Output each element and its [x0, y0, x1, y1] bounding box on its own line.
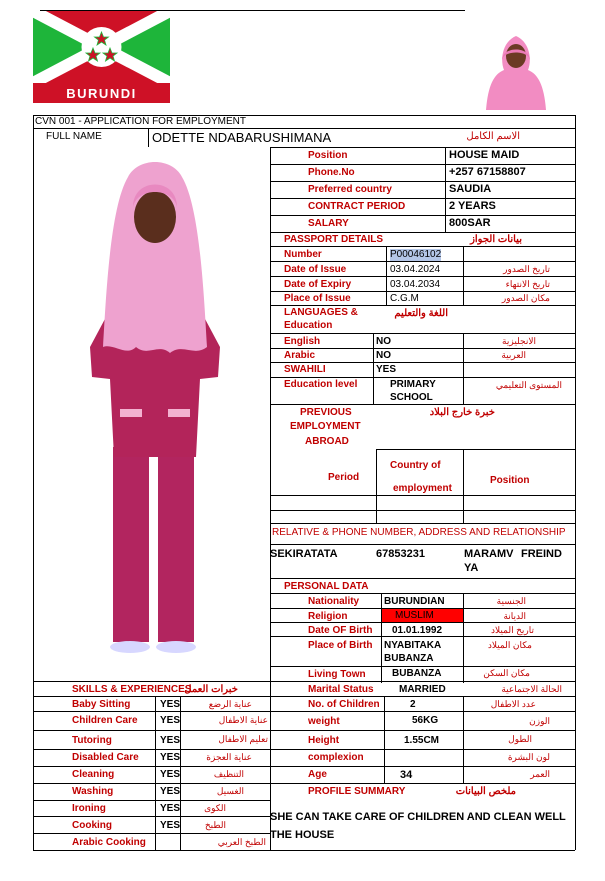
personal-title: PERSONAL DATA	[284, 581, 369, 592]
passport-number-value: P00046102	[390, 249, 442, 260]
skill-baby-sitting-ar: عناية الرضع	[208, 699, 252, 709]
languages-title: LANGUAGES &	[284, 307, 358, 318]
skill-washing-value: YES	[160, 786, 181, 797]
prev-employment-title-ar: خبرة خارج البلاد	[429, 407, 495, 418]
height-ar: الطول	[508, 734, 532, 744]
prev-employment-title-2: EMPLOYMENT	[290, 421, 361, 432]
relative-name: SEKIRATATA	[270, 548, 338, 560]
children-value: 2	[410, 699, 416, 710]
english-label: English	[284, 336, 321, 347]
arabic-value: NO	[376, 350, 391, 361]
preferred-country-label: Preferred country	[308, 184, 392, 195]
skill-cooking-label: Cooking	[72, 820, 112, 831]
skill-children-care-value: YES	[160, 715, 181, 726]
skill-cooking-value: YES	[160, 820, 181, 831]
skills-title: SKILLS & EXPERIENCES	[72, 684, 192, 695]
profile-summary-text-2: THE HOUSE	[270, 829, 335, 841]
place-of-issue-value: C.G.M	[390, 293, 419, 304]
skill-children-care-label: Children Care	[72, 715, 138, 726]
skill-ironing-value: YES	[160, 803, 181, 814]
skill-children-care-ar: عناية الاطفال	[218, 715, 268, 725]
weight-value: 56KG	[412, 715, 439, 726]
education-level-label: Education level	[284, 379, 358, 390]
swahili-label: SWAHILI	[284, 364, 326, 375]
place-of-issue-label: Place of Issue	[284, 293, 351, 304]
living-town-label: Living Town	[308, 669, 366, 680]
position-value: HOUSE MAID	[449, 149, 520, 161]
religion-ar: الديانة	[503, 611, 526, 621]
skill-disabled-care-label: Disabled Care	[72, 752, 139, 763]
arabic-label: Arabic	[284, 350, 316, 361]
skill-arabic-cooking-ar: الطبخ العربي	[217, 837, 266, 847]
languages-title-ar: اللغة والتعليم	[394, 308, 448, 319]
relative-relation: FREIND	[521, 548, 562, 560]
age-ar: العمر	[530, 769, 550, 779]
skill-cleaning-ar: التنظيف	[213, 769, 244, 779]
skill-tutoring-label: Tutoring	[72, 735, 112, 746]
skill-cleaning-label: Cleaning	[72, 769, 115, 780]
skill-tutoring-ar: تعليم الاطفال	[218, 734, 268, 744]
dob-ar: تاريخ الميلاد	[491, 625, 534, 635]
english-value: NO	[376, 336, 391, 347]
skill-disabled-care-ar: عناية العجزة	[206, 752, 252, 762]
living-town-value: BUBANZA	[392, 668, 442, 679]
weight-ar: الوزن	[529, 716, 550, 726]
applicant-photo-small	[480, 30, 552, 110]
arabic-ar: العربية	[501, 350, 526, 360]
dob-value: 01.01.1992	[392, 625, 443, 636]
col-country-2: employment	[393, 483, 452, 494]
skill-washing-ar: الغسيل	[216, 786, 244, 796]
skill-cleaning-value: YES	[160, 769, 181, 780]
skill-ironing-ar: الكوى	[204, 803, 226, 813]
height-value: 1.55CM	[404, 735, 440, 746]
date-of-expiry-value: 03.04.2034	[390, 279, 441, 290]
complexion-label: complexion	[308, 752, 364, 763]
relative-address-2: YA	[464, 562, 479, 574]
relative-title: RELATIVE & PHONE NUMBER, ADDRESS AND RELATIONSHIP	[272, 527, 566, 538]
date-of-expiry-ar: تاريخ الانتهاء	[505, 279, 550, 289]
full-name-ar: الاسم الكامل	[466, 131, 520, 142]
nationality-value: BURUNDIAN	[384, 596, 445, 607]
nationality-ar: الجنسية	[496, 596, 526, 606]
skills-title-ar: خبرات العمل	[184, 684, 238, 695]
salary-value: 800SAR	[449, 217, 491, 229]
relative-address-1: MARAMV	[464, 548, 514, 560]
pob-label: Place of Birth	[308, 640, 373, 651]
religion-value: MUSLIM	[395, 610, 434, 621]
education-level-ar: المستوى التعليمي	[495, 380, 562, 390]
swahili-value: YES	[376, 364, 397, 375]
skill-washing-label: Washing	[72, 786, 114, 797]
contract-period-label: CONTRACT PERIOD	[308, 201, 406, 212]
contract-period-value: 2 YEARS	[449, 200, 496, 212]
phone-label: Phone.No	[308, 167, 355, 178]
relative-phone: 67853231	[376, 548, 425, 560]
weight-label: weight	[308, 716, 340, 727]
salary-label: SALARY	[308, 218, 349, 229]
children-ar: عدد الاطفال	[490, 699, 536, 709]
religion-label: Religion	[308, 611, 348, 622]
applicant-photo-full	[88, 147, 222, 657]
top-rule	[40, 10, 465, 11]
col-country-1: Country of	[390, 460, 441, 471]
skill-baby-sitting-value: YES	[160, 699, 181, 710]
date-of-expiry-label: Date of Expiry	[284, 279, 352, 290]
marital-status-label: Marital Status	[308, 684, 374, 695]
phone-value: +257 67158807	[449, 166, 526, 178]
col-period: Period	[328, 472, 360, 483]
skill-tutoring-value: YES	[160, 735, 181, 746]
age-label: Age	[308, 769, 327, 780]
marital-status-ar: الحالة الاجتماعية	[501, 684, 562, 694]
living-town-ar: مكان السكن	[483, 668, 530, 678]
position-label: Position	[308, 150, 348, 161]
date-of-issue-ar: تاريخ الصدور	[503, 264, 550, 274]
col-position: Position	[490, 475, 530, 486]
height-label: Height	[308, 735, 340, 746]
passport-title-ar: بيانات الجواز	[470, 234, 522, 245]
age-value: 34	[400, 769, 413, 781]
education-title: Education	[284, 320, 333, 331]
full-name-value: ODETTE NDABARUSHIMANA	[152, 130, 332, 145]
profile-summary-ar: ملخص البيانات	[455, 786, 516, 797]
passport-number-label: Number	[284, 249, 322, 260]
prev-employment-title-1: PREVIOUS	[300, 407, 352, 418]
burundi-flag	[33, 11, 170, 103]
nationality-label: Nationality	[308, 596, 360, 607]
skill-arabic-cooking-label: Arabic Cooking	[72, 837, 146, 848]
place-of-issue-ar: مكان الصدور	[501, 293, 550, 303]
passport-title: PASSPORT DETAILS	[284, 234, 384, 245]
skill-disabled-care-value: YES	[160, 752, 181, 763]
skill-cooking-ar: الطبخ	[204, 820, 226, 830]
prev-employment-title-3: ABROAD	[305, 436, 349, 447]
date-of-issue-label: Date of Issue	[284, 264, 347, 275]
complexion-ar: لون البشرة	[507, 752, 550, 762]
flag-country-label: BURUNDI	[66, 86, 137, 101]
pob-value-1: NYABITAKA	[384, 640, 442, 651]
children-label: No. of Children	[308, 699, 380, 710]
education-level-value-1: PRIMARY	[390, 379, 436, 390]
date-of-issue-value: 03.04.2024	[390, 264, 441, 275]
english-ar: الانجليزية	[502, 336, 536, 346]
form-title: CVN 001 - APPLICATION FOR EMPLOYMENT	[35, 116, 246, 127]
skill-ironing-label: Ironing	[72, 803, 106, 814]
preferred-country-value: SAUDIA	[449, 183, 492, 195]
marital-status-value: MARRIED	[399, 684, 446, 695]
dob-label: Date OF Birth	[308, 625, 373, 636]
profile-summary-text-1: SHE CAN TAKE CARE OF CHILDREN AND CLEAN WELL	[270, 811, 566, 823]
full-name-label: FULL NAME	[46, 131, 102, 142]
profile-summary-label: PROFILE SUMMARY	[308, 786, 406, 797]
skill-baby-sitting-label: Baby Sitting	[72, 699, 131, 710]
education-level-value-2: SCHOOL	[390, 392, 433, 403]
pob-ar: مكان الميلاد	[487, 640, 532, 650]
pob-value-2: BUBANZA	[384, 653, 434, 664]
